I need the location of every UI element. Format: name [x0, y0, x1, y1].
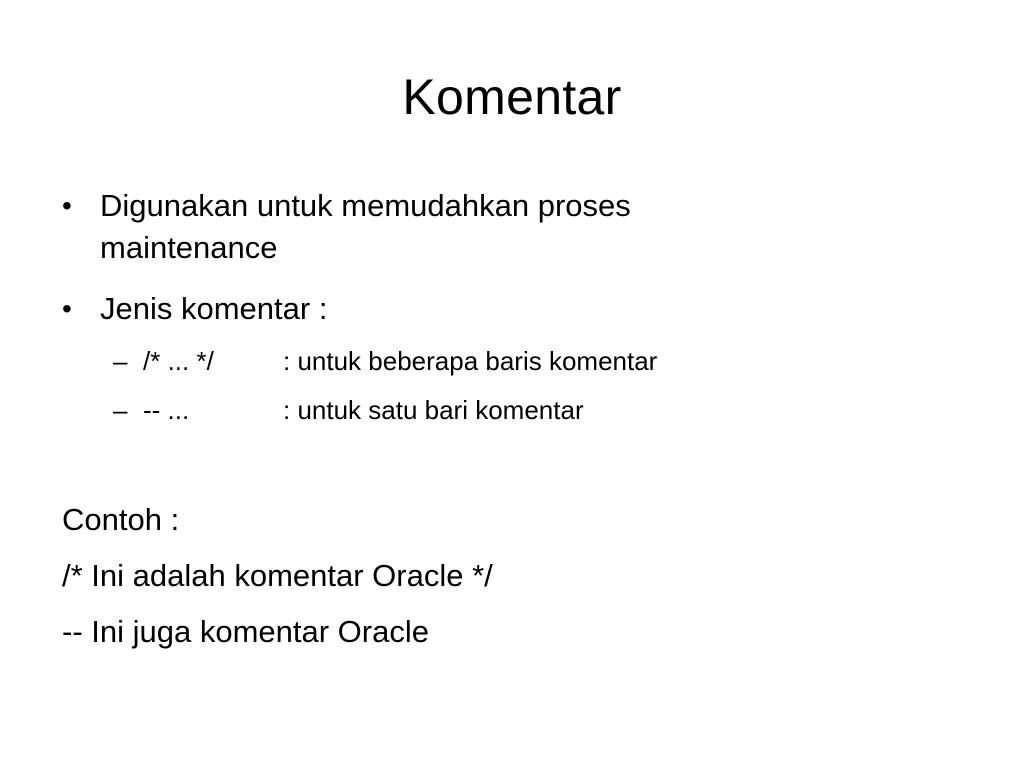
- bullet-text: Jenis komentar :: [100, 291, 328, 326]
- sub-bullet-single-line-comment: [113, 393, 813, 429]
- bullet-item-types: [62, 288, 822, 332]
- sub-bullet-dash: –: [113, 395, 128, 425]
- example-label: Contoh :: [62, 502, 180, 537]
- sub-bullet-dash: –: [113, 346, 128, 376]
- bullet-item-usage: [62, 185, 822, 275]
- comment-description: : untuk beberapa baris komentar: [283, 346, 658, 376]
- example-multiline-comment: /* Ini adalah komentar Oracle */: [62, 558, 493, 593]
- comment-syntax: /* ... */: [143, 346, 214, 376]
- comment-description: : untuk satu bari komentar: [283, 395, 584, 425]
- example-single-line-comment: -- Ini juga komentar Oracle: [62, 614, 429, 649]
- bullet-text-line-2: maintenance: [100, 230, 278, 265]
- slide-title: Komentar: [402, 69, 622, 125]
- bullet-marker: •: [62, 293, 72, 324]
- comment-syntax: -- ...: [143, 395, 190, 425]
- sub-bullet-multiline-comment: [113, 344, 813, 380]
- bullet-marker: •: [62, 190, 72, 221]
- bullet-text-line-1: Digunakan untuk memudahkan proses: [100, 188, 631, 223]
